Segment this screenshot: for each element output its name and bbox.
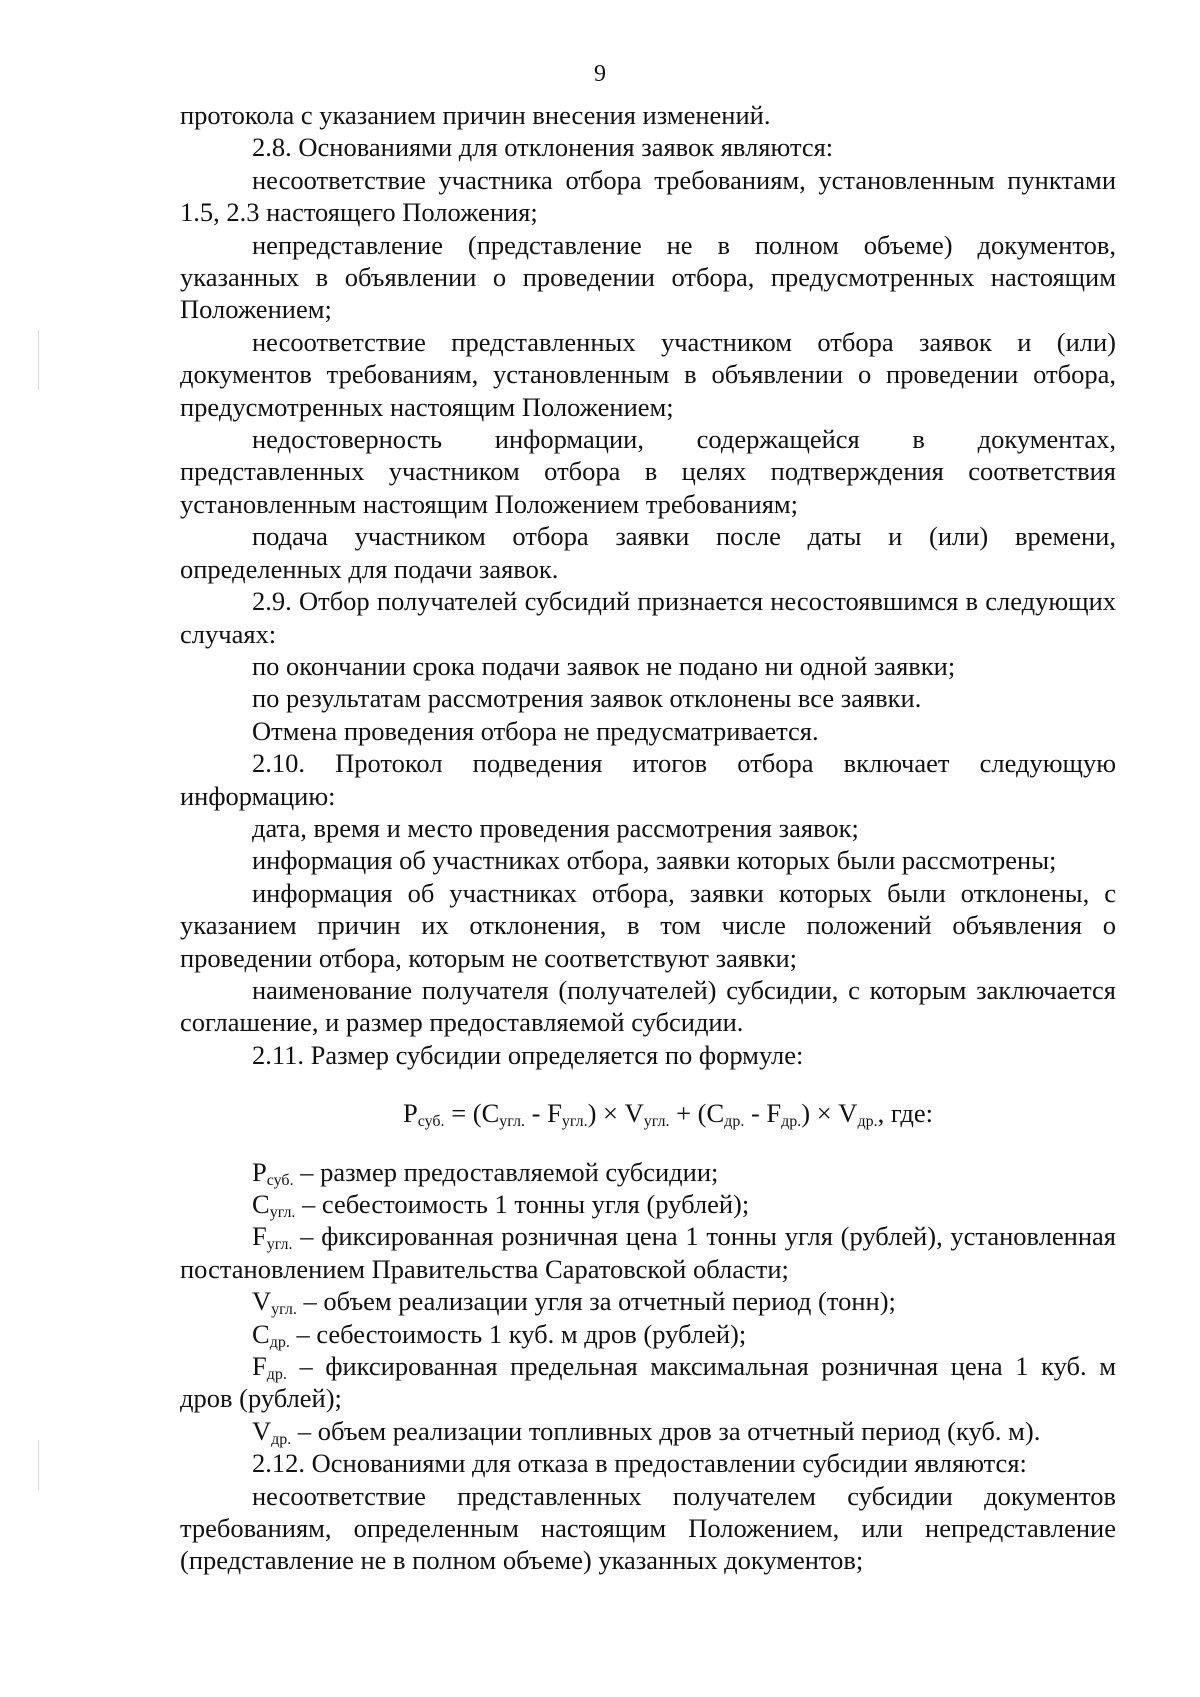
paragraph: несоответствие представленных получателем субсидии документов требованиям, определенным настоящим Положением, или непредставление (представление не в полном объеме) указанных документов; <box>180 1480 1116 1576</box>
paragraph: дата, время и место проведения рассмотрения заявок; <box>252 812 859 843</box>
definition-symbol: V <box>252 1415 272 1446</box>
scan-margin-mark <box>38 330 39 390</box>
definition-text: – себестоимость 1 куб. м дров (рублей); <box>289 1318 747 1349</box>
paragraph: информация об участниках отбора, заявки которых были отклонены, с указанием причин их отклонения, в том числе положений объявления о проведении отбора, которым не соответствуют заявки; <box>180 877 1116 973</box>
formula-subscript: др. <box>781 1113 802 1131</box>
definition <box>180 1156 1116 1188</box>
paragraph: несоответствие представленных участником отбора заявок и (или) документов требованиям, установленным в объявлении о проведении отбора, предусмотренных настоящим Положением; <box>180 326 1116 422</box>
definition-symbol: F <box>252 1351 267 1382</box>
paragraph: 2.8. Основаниями для отклонения заявок являются: <box>252 132 834 163</box>
definition-text: – размер предоставляемой субсидии; <box>293 1156 719 1187</box>
paragraph: по окончании срока подачи заявок не подано ни одной заявки; <box>252 650 956 681</box>
formula-subscript: др. <box>724 1113 745 1131</box>
paragraph: 2.11. Размер субсидии определяется по формуле: <box>252 1039 804 1070</box>
subsidy-formula <box>180 1097 1116 1129</box>
definition-subscript: угл. <box>271 1301 297 1319</box>
definition-text: – объем реализации топливных дров за отчетный период (куб. м). <box>291 1415 1041 1446</box>
definition-text: – фиксированная предельная максимальная розничная цена 1 куб. м дров (рублей); <box>180 1351 1116 1414</box>
paragraph: подача участником отбора заявки после даты и (или) времени, определенных для подачи заявок. <box>180 521 1116 584</box>
document-body <box>180 99 1116 1577</box>
definition-subscript: угл. <box>266 1236 293 1254</box>
formula-part: ) × V <box>587 1098 644 1129</box>
formula-part: + (C <box>669 1098 725 1129</box>
definition <box>180 1188 1116 1220</box>
formula-subscript: угл. <box>561 1113 588 1131</box>
definition-text: – объем реализации угля за отчетный период (тонн); <box>296 1286 896 1317</box>
formula-part: ) × V <box>801 1098 858 1129</box>
formula-subscript: др. <box>857 1113 878 1131</box>
definition-subscript: суб. <box>266 1171 294 1189</box>
paragraph: Отмена проведения отбора не предусматривается. <box>252 715 819 746</box>
scan-margin-mark <box>38 1440 39 1490</box>
page-number: 9 <box>594 61 606 87</box>
definition-symbol: F <box>252 1221 267 1252</box>
definition-text: – себестоимость 1 тонны угля (рублей); <box>295 1189 750 1219</box>
paragraph: непредставление (представление не в полном объеме) документов, указанных в объявлении о проведении отбора, предусмотренных настоящим Положением; <box>180 229 1116 325</box>
formula-part: , где: <box>877 1098 934 1129</box>
formula-subscript: угл. <box>643 1113 670 1131</box>
formula-subscript: суб. <box>417 1113 445 1131</box>
formula-part: - F <box>525 1098 562 1129</box>
formula-part: P <box>402 1098 418 1129</box>
definition-symbol: C <box>252 1318 270 1349</box>
formula-subscript: угл. <box>499 1113 525 1131</box>
paragraph: протокола с указанием причин внесения изменений. <box>180 100 771 130</box>
definition <box>180 1220 1116 1285</box>
definition-subscript: др. <box>266 1366 287 1384</box>
paragraph: 2.10. Протокол подведения итогов отбора включает следующую информацию: <box>180 748 1116 811</box>
definition-symbol: P <box>252 1156 267 1187</box>
definition-symbol: C <box>252 1189 270 1219</box>
definition-subscript: угл. <box>269 1204 296 1221</box>
definition <box>180 1350 1116 1415</box>
formula-part: = (C <box>444 1098 500 1129</box>
definition <box>180 1415 1116 1447</box>
definition-subscript: др. <box>269 1333 290 1351</box>
definition-symbol: V <box>252 1286 272 1317</box>
definition-subscript: др. <box>271 1430 292 1448</box>
definition-text: – фиксированная розничная цена 1 тонны угля (рублей), установленная постановлением Правительства Саратовской области; <box>180 1221 1116 1284</box>
paragraph: несоответствие участника отбора требованиям, установленным пунктами 1.5, 2.3 настоящего Положения; <box>180 164 1116 228</box>
paragraph: недостоверность информации, содержащейся в документах, представленных участником отбора в целях подтверждения соответствия установленным настоящим Положением требованиям; <box>180 424 1116 519</box>
paragraph: по результатам рассмотрения заявок отклонены все заявки. <box>252 683 922 714</box>
definition <box>180 1285 1116 1317</box>
paragraph: информация об участниках отбора, заявки которых были рассмотрены; <box>252 845 1057 876</box>
paragraph: наименование получателя (получателей) субсидии, с которым заключается соглашение, и размер предоставляемой субсидии. <box>180 974 1116 1038</box>
definition <box>180 1318 1116 1350</box>
formula-part: - F <box>744 1098 782 1129</box>
paragraph: 2.12. Основаниями для отказа в предоставлении субсидии являются: <box>252 1448 1027 1479</box>
paragraph: 2.9. Отбор получателей субсидий признается несостоявшимся в следующих случаях: <box>180 586 1116 649</box>
